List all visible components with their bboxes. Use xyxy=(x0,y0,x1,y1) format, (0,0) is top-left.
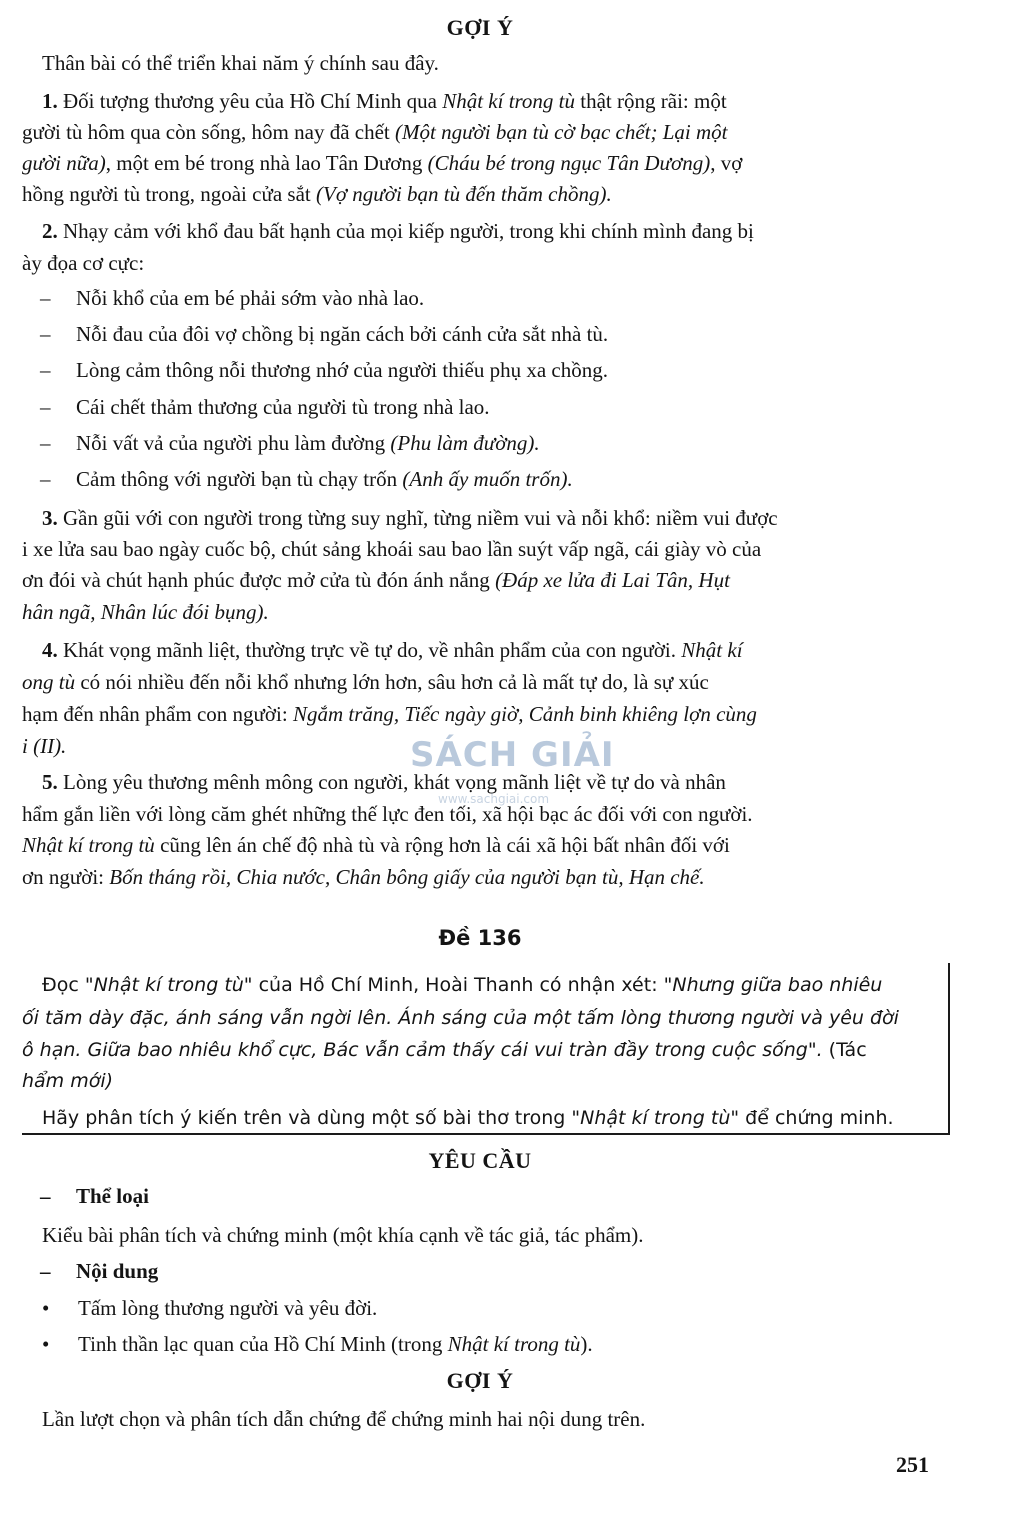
point-3-number: 3. xyxy=(42,506,58,530)
point-4-number: 4. xyxy=(42,638,58,662)
exam-line-1: Đọc "Nhật kí trong tù" của Hồ Chí Minh, Hoài Thanh có nhận xét: "Nhưng giữa bao nhiêu xyxy=(42,974,883,996)
point-3-line-4: hân ngã, Nhân lúc đói bụng). xyxy=(22,600,269,624)
point-5-line-1: 5. Lòng yêu thương mênh mông con người, khát vọng mãnh liệt về tự do và nhân xyxy=(42,770,726,794)
watermark-url: www.sachgiai.com xyxy=(438,792,550,806)
point-3-line-1: 3. Gần gũi với con người trong từng suy nghĩ, từng niềm vui và nỗi khổ: niềm vui được xyxy=(42,506,778,530)
point-1-line-3: gười nữa), một em bé trong nhà lao Tân Dương (Cháu bé trong ngục Tân Dương), vợ xyxy=(22,151,743,175)
point-5-line-4: ơn người: Bốn tháng rồi, Chia nước, Chân bông giấy của người bạn tù, Hạn chế. xyxy=(22,865,705,889)
point-4-line-2: ong tù có nói nhiều đến nỗi khổ nhưng lớn hơn, sâu hơn cả là mất tự do, là sự xúc xyxy=(22,670,709,694)
section-heading-goi-y-2: GỢI Ý xyxy=(446,1368,514,1393)
point-1-line-2: gười tù hôm qua còn sống, hôm nay đã chết (Một người bạn tù cờ bạc chết; Lại một xyxy=(22,120,728,144)
list-item: – Nỗi khổ của em bé phải sớm vào nhà lao. xyxy=(40,286,425,310)
point-3-line-3: ơn đói và chút hạnh phúc được mở cửa tù đón ánh nắng (Đáp xe lửa đi Lai Tân, Hụt xyxy=(22,568,730,592)
final-text: Lần lượt chọn và phân tích dẫn chứng để chứng minh hai nội dung trên. xyxy=(42,1407,646,1431)
point-2-number: 2. xyxy=(42,219,58,243)
point-4-line-4: i (II). xyxy=(22,734,67,758)
intro-text: Thân bài có thể triển khai năm ý chính sau đây. xyxy=(42,51,439,75)
list-item: – Lòng cảm thông nỗi thương nhớ của người thiếu phụ xa chồng. xyxy=(40,358,608,382)
section-heading-goi-y: GỢI Ý xyxy=(446,15,514,40)
point-1-number: 1. xyxy=(42,89,58,113)
list-item: – Cái chết thảm thương của người tù trong nhà lao. xyxy=(40,395,490,419)
point-4-line-3: hạm đến nhân phẩm con người: Ngắm trăng, Tiếc ngày giờ, Cảnh binh khiêng lợn cùng xyxy=(22,702,757,726)
genre-text: Kiểu bài phân tích và chứng minh (một khía cạnh về tác giả, tác phẩm). xyxy=(42,1223,644,1247)
exam-line-3: ô hạn. Giữa bao nhiêu khổ cực, Bác vẫn cảm thấy cái vui tràn đầy trong cuộc sống". (Tác xyxy=(22,1039,867,1061)
page-number: 251 xyxy=(896,1452,929,1477)
genre-label: – Thể loại xyxy=(40,1184,149,1208)
content-label: – Nội dung xyxy=(40,1259,159,1283)
watermark-logo: SÁCH GIẢI xyxy=(410,735,615,775)
point-5-number: 5. xyxy=(42,770,58,794)
exam-line-4: hẩm mới) xyxy=(22,1070,114,1092)
exam-line-5: Hãy phân tích ý kiến trên và dùng một số bài thơ trong "Nhật kí trong tù" để chứng minh. xyxy=(42,1107,894,1129)
list-item: • Tấm lòng thương người và yêu đời. xyxy=(42,1296,378,1320)
list-item: – Nỗi đau của đôi vợ chồng bị ngăn cách bởi cánh cửa sắt nhà tù. xyxy=(40,322,609,346)
point-1-line-1: 1. Đối tượng thương yêu của Hồ Chí Minh qua Nhật kí trong tù thật rộng rãi: một xyxy=(42,89,727,113)
requirements-heading: YÊU CẦU xyxy=(428,1148,532,1173)
point-5-line-3: Nhật kí trong tù cũng lên án chế độ nhà tù và rộng hơn là cái xã hội bất nhân đối với xyxy=(22,833,730,857)
point-2-line-2: ày đọa cơ cực: xyxy=(22,251,145,275)
point-2-line-1: 2. Nhạy cảm với khổ đau bất hạnh của mọi kiếp người, trong khi chính mình đang bị xyxy=(42,219,754,243)
point-4-line-1: 4. Khát vọng mãnh liệt, thường trực về tự do, về nhân phẩm của con người. Nhật kí xyxy=(42,638,743,662)
point-3-line-2: i xe lửa sau bao ngày cuốc bộ, chút sảng khoái sau bao lần suýt vấp ngã, cái giày vò của xyxy=(22,537,762,561)
point-5-line-2: hẩm gắn liền với lòng căm ghét những thế lực đen tối, xã hội bạc ác đối với con người. xyxy=(22,802,753,826)
list-item: – Cảm thông với người bạn tù chạy trốn (Anh ấy muốn trốn). xyxy=(40,467,573,491)
exam-title: Đề 136 xyxy=(438,926,522,950)
point-1-line-4: hồng người tù trong, ngoài cửa sắt (Vợ người bạn tù đến thăm chồng). xyxy=(22,182,612,206)
exam-line-2: ối tăm dày đặc, ánh sáng vẫn ngời lên. Ánh sáng của một tấm lòng thương người và yêu đời xyxy=(22,1007,899,1029)
list-item: • Tinh thần lạc quan của Hồ Chí Minh (trong Nhật kí trong tù). xyxy=(42,1332,593,1356)
list-item: – Nỗi vất vả của người phu làm đường (Phu làm đường). xyxy=(40,431,540,455)
